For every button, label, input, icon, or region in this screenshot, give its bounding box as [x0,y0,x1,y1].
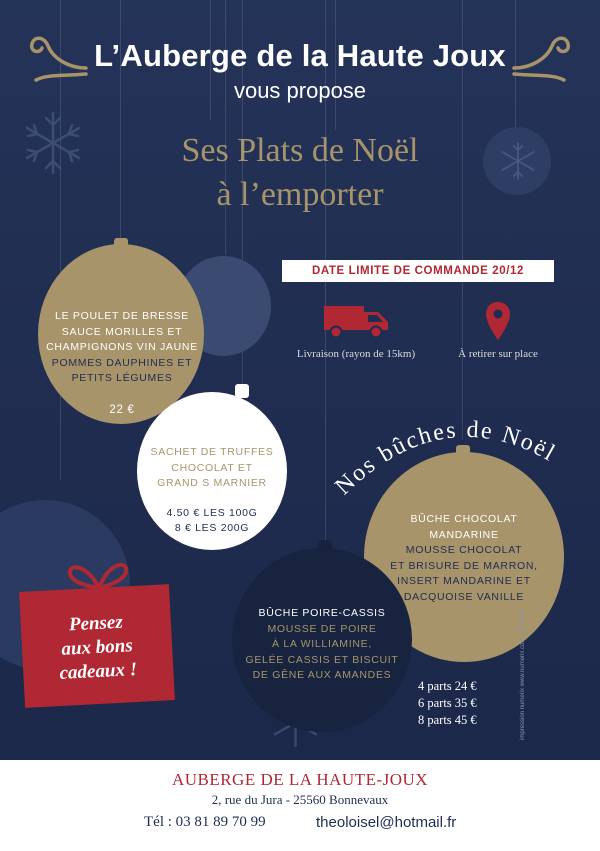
gift-box [19,582,175,710]
dish-poulet-line: POMMES DAUPHINES ET [51,356,193,369]
truffes-text [137,445,287,537]
headline-line-2: à l’emporter [216,176,384,213]
poster-title: L’Auberge de la Haute Joux [94,38,506,73]
truffes-line: CHOCOLAT ET [171,461,253,474]
dish-poulet-line: LE POULET DE BRESSE [55,310,189,322]
buche-poire-text [232,606,412,684]
truffes-price: 4.50 € LES 100G [166,506,258,519]
buche-chocolat-line: DACQUOISE VANILLE [403,590,525,603]
buche-chocolat-line: INSERT MANDARINE ET [397,575,531,587]
delivery-van-icon [320,300,394,340]
buche-poire-line: MOUSSE DE POIRE [267,622,377,635]
buche-poire-line: GELÉE CASSIS ET BISCUIT [245,653,399,666]
footer-address: 2, rue du Jura - 25560 Bonnevaux [211,792,389,807]
buche-chocolat-line: MANDARINE [429,528,499,541]
gift-line: Pensez [68,611,124,636]
buche-price-item: 6 parts 35 € [418,696,477,710]
buche-chocolat-line: BÛCHE CHOCOLAT [410,513,518,525]
buche-chocolat-line: ET BRISURE DE MARRON, [390,559,538,572]
truffes-line: GRAND S MARNIER [157,477,267,489]
imprint-text: impression numerix www.numerix.com - 25 Pierre [520,607,526,740]
dish-poulet-price: 22 € [109,403,135,416]
gift-line: aux bons [60,635,134,660]
dish-poulet-line: PETITS LÉGUMES [71,372,173,384]
footer-phone: Tél : 03 81 89 70 99 [144,814,266,830]
headline-line-1: Ses Plats de Noël [181,132,419,169]
dish-poulet-line: SAUCE MORILLES ET [61,325,183,338]
buche-poire-line: À LA WILLIAMINE, [272,638,372,650]
buche-chocolat-line: MOUSSE CHOCOLAT [405,544,523,556]
delivery-label: Livraison (rayon de 15km) [296,348,416,360]
footer-name: AUBERGE DE LA HAUTE-JOUX [171,770,429,789]
buche-price-item: 8 parts 45 € [418,713,477,727]
buche-prices [418,678,518,729]
buche-poire-line: BÛCHE POIRE-CASSIS [258,607,386,619]
footer-email[interactable]: theoloisel@hotmail.fr [316,814,457,831]
location-pin-icon [484,300,512,342]
poster-subtitle: vous propose [233,78,367,103]
buche-poire-line: DE GÊNE AUX AMANDES [252,669,392,681]
buche-price-item: 4 parts 24 € [418,679,477,693]
footer [0,760,600,851]
gift-line: cadeaux ! [59,658,138,684]
gift-text [20,608,174,688]
buches-title-text: Nos bûches de Noël [330,416,561,501]
order-deadline-banner: DATE LIMITE DE COMMANDE 20/12 [282,260,554,282]
dish-poulet-line: CHAMPIGNONS VIN JAUNE [46,341,198,353]
pickup-label: À retirer sur place [458,348,538,360]
truffes-line: SACHET DE TRUFFES [150,446,274,458]
truffes-price: 8 € LES 200G [174,522,250,534]
